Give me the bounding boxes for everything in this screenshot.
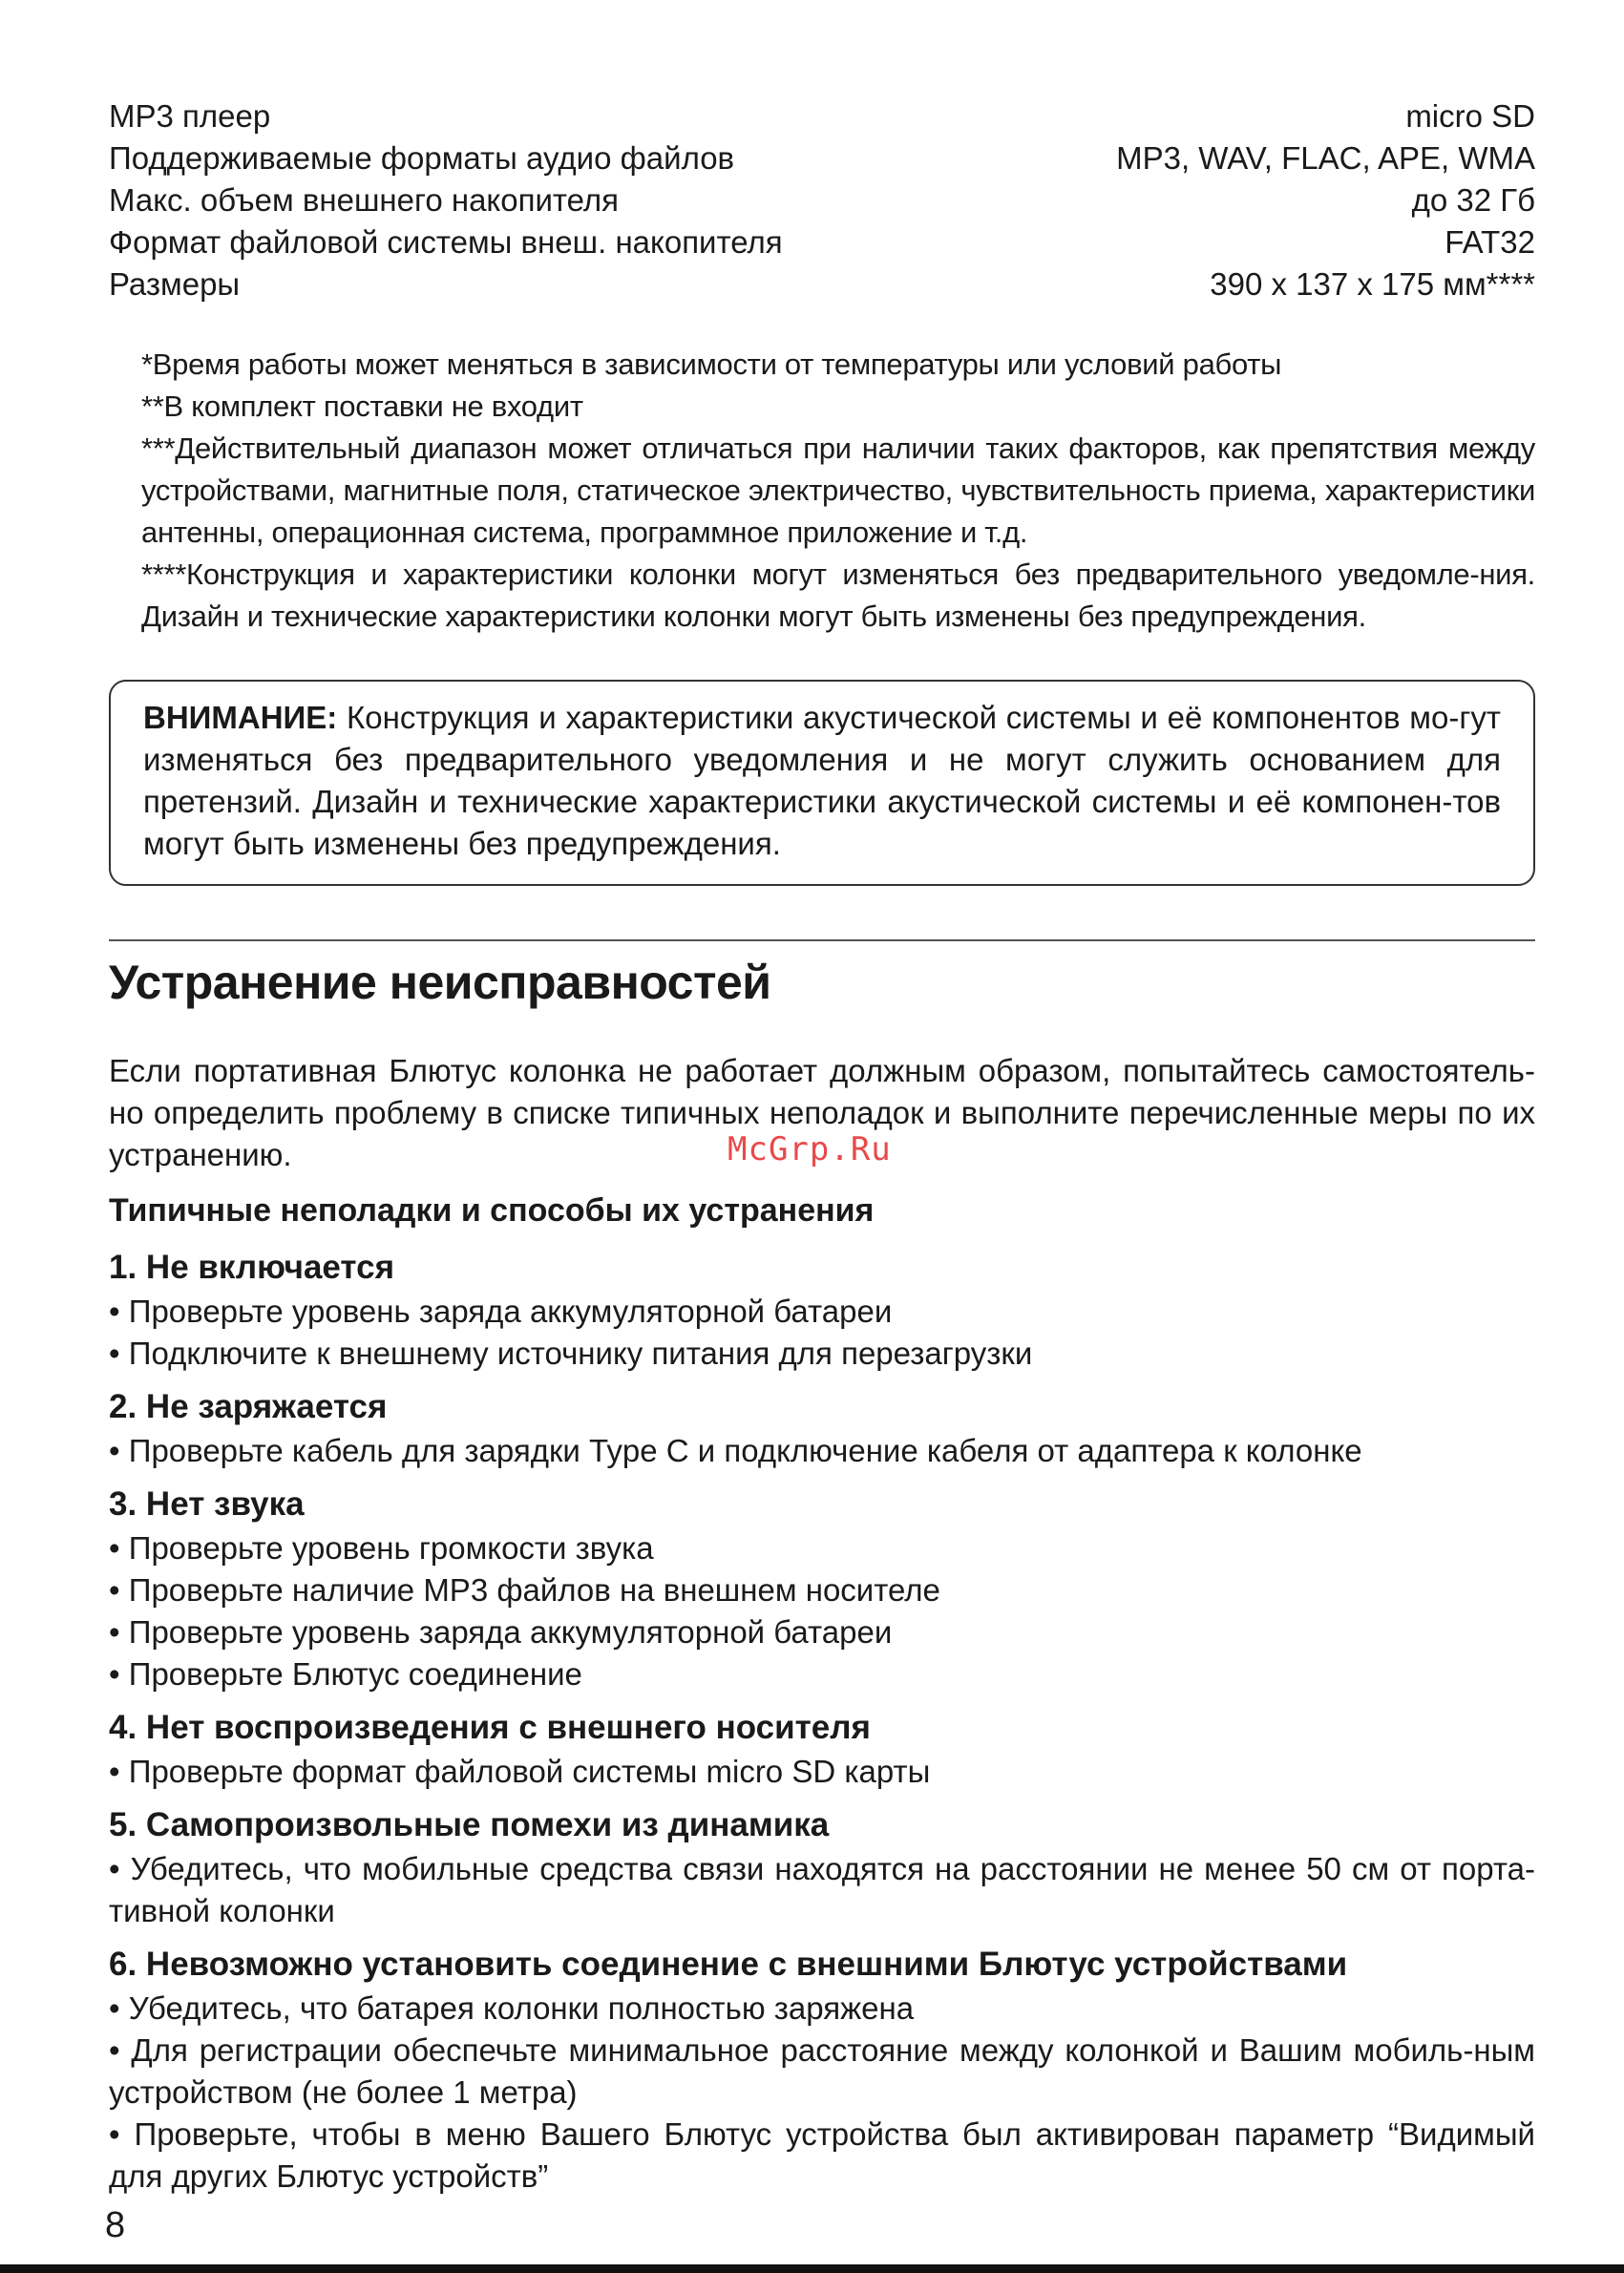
spec-label: MP3 плеер (109, 98, 271, 134)
bottom-bar (0, 2264, 1624, 2273)
issue-list (109, 1988, 1535, 2198)
issue-list (109, 1527, 1535, 1695)
spec-label: Поддерживаемые форматы аудио файлов (109, 140, 735, 176)
issue-title: 4. Нет воспроизведения с внешнего носителя (109, 1709, 871, 1746)
spec-row (109, 179, 1535, 221)
list-item: • Проверьте уровень заряда аккумуляторной батареи (109, 1291, 1535, 1333)
spec-label: Формат файловой системы внеш. накопителя (109, 224, 783, 260)
spec-label: Макс. объем внешнего накопителя (109, 182, 620, 218)
list-item: • Для регистрации обеспечьте минимальное расстояние между колонкой и Вашим мобиль-ным устройством (не более 1 метра) (109, 2030, 1535, 2114)
footnote: ****Конструкция и характеристики колонки могут изменяться без предварительного уведомле-ния. Дизайн и технические характеристики колонки могут быть изменены без предупреждения. (141, 558, 1535, 633)
issue-title: 6. Невозможно установить соединение с внешними Блютус устройствами (109, 1946, 1348, 1983)
issue-title: 1. Не включается (109, 1249, 394, 1286)
notice-label: ВНИМАНИЕ: (143, 700, 338, 735)
footnote: *Время работы может меняться в зависимости от температуры или условий работы (141, 347, 1282, 381)
list-item: • Проверьте уровень громкости звука (109, 1527, 1535, 1569)
list-item: • Убедитесь, что мобильные средства связи находятся на расстоянии не менее 50 см от порта-тивной колонки (109, 1848, 1535, 1932)
list-item: • Убедитесь, что батарея колонки полностью заряжена (109, 1988, 1535, 2030)
list-item: • Проверьте формат файловой системы micro SD карты (109, 1751, 1535, 1793)
footnotes (141, 344, 1535, 638)
list-item: • Проверьте наличие MP3 файлов на внешнем носителе (109, 1569, 1535, 1611)
spec-row (109, 263, 1535, 305)
issue-section (109, 1482, 1535, 1695)
spec-label: Размеры (109, 266, 241, 302)
issue-section (109, 1245, 1535, 1375)
page-number: 8 (105, 2205, 126, 2245)
intro-paragraph: Если портативная Блютус колонка не работает должным образом, попытайтесь самостоятель-но определить проблему в списке типичных неполадок и выполните перечисленные меры по их устранению. (109, 1053, 1535, 1172)
issue-title: 2. Не заряжается (109, 1388, 388, 1425)
notice-text: Конструкция и характеристики акустической системы и её компонентов мо-гут изменяться без предварительного уведомления и не могут служить основанием для претензий. Дизайн и технические характеристики акустической системы и её компонен-тов могут быть изменены без предупреждения. (143, 700, 1501, 861)
spec-row (109, 137, 1535, 179)
notice-box (109, 680, 1535, 886)
issue-section (109, 1942, 1535, 2198)
spec-row (109, 221, 1535, 263)
issue-section (109, 1384, 1535, 1472)
issue-list (109, 1751, 1535, 1793)
section-divider (109, 939, 1535, 941)
spec-table (109, 95, 1535, 305)
spec-value: micro SD (1405, 98, 1535, 134)
list-item: • Подключите к внешнему источнику питания для перезагрузки (109, 1333, 1535, 1375)
issue-title: 3. Нет звука (109, 1485, 305, 1523)
issue-title: 5. Самопроизвольные помехи из динамика (109, 1806, 830, 1843)
section-title: Устранение неисправностей (109, 956, 771, 1009)
list-item: • Проверьте, чтобы в меню Вашего Блютус устройства был активирован параметр “Видимый для других Блютус устройств” (109, 2114, 1535, 2198)
list-item: • Проверьте уровень заряда аккумуляторной батареи (109, 1611, 1535, 1653)
spec-value: до 32 Гб (1411, 182, 1535, 218)
watermark: McGrp.Ru (728, 1130, 892, 1168)
footnote: **В комплект поставки не входит (141, 389, 583, 423)
issue-section (109, 1802, 1535, 1932)
footnote: ***Действительный диапазон может отличаться при наличии таких факторов, как препятствия между устройствами, магнитные поля, статическое электричество, чувствительность приема, характеристики антенны, операционная система, программное приложение и т.д. (141, 431, 1535, 549)
issue-list (109, 1848, 1535, 1932)
list-item: • Проверьте Блютус соединение (109, 1653, 1535, 1695)
issue-list (109, 1430, 1535, 1472)
subheading: Типичные неполадки и способы их устранения (109, 1192, 875, 1229)
spec-row (109, 95, 1535, 137)
list-item: • Проверьте кабель для зарядки Type C и подключение кабеля от адаптера к колонке (109, 1430, 1535, 1472)
spec-value: 390 х 137 х 175 мм**** (1210, 266, 1535, 302)
spec-value: MP3, WAV, FLAC, APE, WMA (1116, 140, 1535, 176)
spec-value: FAT32 (1445, 224, 1535, 260)
issue-list (109, 1291, 1535, 1375)
issue-section (109, 1705, 1535, 1793)
